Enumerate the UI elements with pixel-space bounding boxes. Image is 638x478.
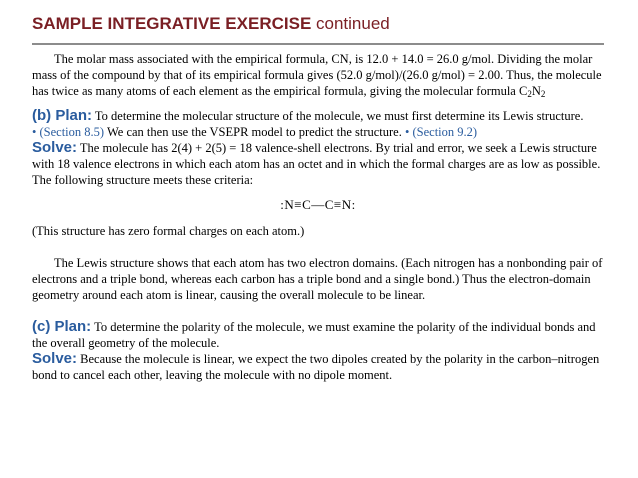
part-b-plan-label: (b) Plan: <box>32 107 92 124</box>
page-title <box>32 14 390 34</box>
part-c-solve <box>32 351 604 383</box>
intro-text: The molar mass associated with the empirical formula, CN, is 12.0 + 14.0 = 26.0 g/mol. Dividing the molar mass of the compound by that of its empirical formula gives (52.0 g/mol)/(26.0 g/mol) = 2.00. Thus, the molecule has twice as many atoms of each element as the empirical formula, giving the molecular formula C <box>32 52 602 98</box>
document-body <box>32 51 604 383</box>
part-b-solve-text: The molecule has 2(4) + 2(5) = 18 valence-shell electrons. By trial and error, we seek a Lewis structure with 18 valence electrons in which each atom has an octet and in which the formal charges are as low as possible. The following structure meets these criteria: <box>32 141 601 187</box>
part-c-plan-text: To determine the polarity of the molecule, we must examine the polarity of the individual bonds and the overall geometry of the molecule. <box>32 320 596 350</box>
intro-paragraph <box>32 51 604 99</box>
section-9-2-link[interactable]: • (Section 9.2) <box>404 125 478 139</box>
title-divider <box>32 43 604 45</box>
section-8-5-link[interactable]: • (Section 8.5) <box>32 125 105 139</box>
intro-subscript-2: 2 <box>540 89 546 99</box>
title-main: SAMPLE INTEGRATIVE EXERCISE <box>32 14 312 33</box>
part-b-solve-label: Solve: <box>32 139 78 156</box>
part-c-solve-label: Solve: <box>32 350 78 367</box>
title-continued: continued <box>311 14 390 33</box>
part-c-plan-label: (c) Plan: <box>32 318 92 335</box>
intro-subscript-1: 2 <box>527 89 532 99</box>
part-b-solve <box>32 140 604 188</box>
intro-formula-n: N <box>531 84 541 98</box>
part-b-plan-text: To determine the molecular structure of the molecule, we must first determine its Lewis structure. <box>92 109 584 123</box>
part-c-solve-text: Because the molecule is linear, we expect the two dipoles created by the polarity in the carbon–nitrogen bond to cancel each other, leaving the molecule with no dipole moment. <box>32 352 600 382</box>
geometry-explanation: The Lewis structure shows that each atom has two electron domains. (Each nitrogen has a nonbonding pair of electrons and a triple bond, whereas each carbon has a triple bond and a single bond.) Thus the electron-domain geometry around each atom is linear, causing the overall molecule to be linear. <box>32 256 603 302</box>
part-b-plan <box>32 108 604 140</box>
part-c-plan <box>32 319 604 351</box>
lewis-structure: :N≡C—C≡N: <box>280 197 356 212</box>
formal-charge-note: (This structure has zero formal charges on each atom.) <box>32 224 305 238</box>
part-b-plan-text-2: We can then use the VSEPR model to predict the structure. <box>104 125 402 139</box>
